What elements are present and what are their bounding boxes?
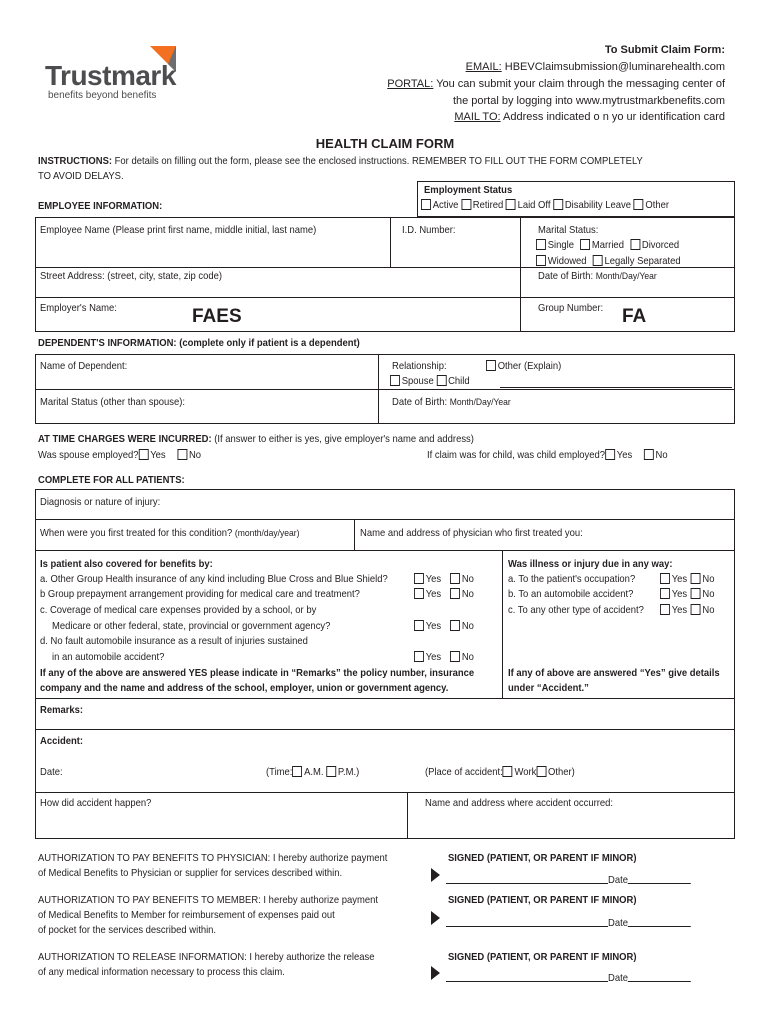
remarks-input[interactable] xyxy=(90,702,730,726)
date-line[interactable] xyxy=(628,926,691,927)
checkbox-illness-c-yes[interactable] xyxy=(660,604,670,615)
checkbox-pm[interactable] xyxy=(326,766,336,777)
email-value[interactable]: HBEVClaimsubmission@luminarehealth.com xyxy=(504,61,725,73)
employee-name-label: Employee Name (Please print first name, middle initial, last name) xyxy=(40,224,317,236)
illness-a-answers: Yes No xyxy=(660,573,715,586)
auth-member-line1: AUTHORIZATION TO PAY BENEFITS TO MEMBER: I hereby authorize payment xyxy=(38,894,378,906)
coverage-d2: in an automobile accident? xyxy=(52,651,165,663)
checkbox-retired[interactable] xyxy=(461,199,471,210)
checkbox-spouse-employed-yes[interactable] xyxy=(139,449,149,460)
checkbox-illness-b-yes[interactable] xyxy=(660,588,670,599)
group-number-label: Group Number: xyxy=(538,302,604,314)
accident-date-label: Date: xyxy=(40,766,63,778)
signature-line[interactable] xyxy=(446,981,608,982)
dependent-name-label: Name of Dependent: xyxy=(40,360,128,372)
checkbox-child-employed-no[interactable] xyxy=(644,449,654,460)
auth-release-signature-row: Date xyxy=(446,972,691,985)
physician-label: Name and address of physician who first treated you: xyxy=(360,527,583,539)
coverage-c-answers: Yes No xyxy=(414,620,474,633)
checkbox-legally-separated[interactable] xyxy=(593,255,603,266)
illness-c: c. To any other type of accident? xyxy=(508,604,644,616)
employee-name-input[interactable] xyxy=(38,238,386,264)
diagnosis-label: Diagnosis or nature of injury: xyxy=(40,496,161,508)
marital-row1: Single Married Divorced xyxy=(536,239,679,252)
remarks-label: Remarks: xyxy=(40,704,84,716)
illness-b-answers: Yes No xyxy=(660,588,715,601)
group-number-value[interactable]: FA xyxy=(622,306,647,327)
signature-line[interactable] xyxy=(446,883,608,884)
employee-section-label: EMPLOYEE INFORMATION: xyxy=(38,200,163,212)
relationship-explain-line[interactable] xyxy=(500,387,732,388)
checkbox-widowed[interactable] xyxy=(536,255,546,266)
all-patients-section-label: COMPLETE FOR ALL PATIENTS: xyxy=(38,474,185,486)
illness-c-answers: Yes No xyxy=(660,604,715,617)
checkbox-divorced[interactable] xyxy=(630,239,640,250)
street-address-label: Street Address: (street, city, state, zip code) xyxy=(40,270,223,282)
relationship-label: Relationship: xyxy=(392,360,447,372)
relationship-options: Spouse Child xyxy=(390,375,470,388)
checkbox-child[interactable] xyxy=(436,375,446,386)
auth-member-line3: of pocket for the services described within. xyxy=(38,924,217,936)
diagnosis-input[interactable] xyxy=(200,494,730,514)
checkbox-illness-a-yes[interactable] xyxy=(660,573,670,584)
relationship-other: Other (Explain) xyxy=(486,360,561,373)
auth-member-signed-label: SIGNED (PATIENT, OR PARENT IF MINOR) xyxy=(448,894,637,906)
coverage-c2: Medicare or other federal, state, provincial or government agency? xyxy=(52,620,331,632)
employer-name-value[interactable]: FAES xyxy=(192,306,242,327)
coverage-heading: Is patient also covered for benefits by: xyxy=(40,558,213,570)
submit-email xyxy=(466,61,725,73)
employment-status-options: Active Retired Laid Off Disability Leave Other xyxy=(421,199,669,212)
checkbox-other-status[interactable] xyxy=(634,199,644,210)
mail-label: MAIL TO: xyxy=(454,111,501,123)
employer-name-label: Employer's Name: xyxy=(40,302,117,314)
how-accident-label: How did accident happen? xyxy=(40,797,152,809)
dependent-marital-label: Marital Status (other than spouse): xyxy=(40,396,185,408)
email-label: EMAIL: xyxy=(465,61,502,73)
coverage-d1: d. No fault automobile insurance as a result of injuries sustained xyxy=(40,635,308,647)
checkbox-coverage-c-yes[interactable] xyxy=(414,620,424,631)
spouse-employed-question: Was spouse employed? Yes No xyxy=(38,449,202,461)
illness-heading: Was illness or injury due in any way: xyxy=(508,558,673,570)
marital-row2: Widowed Legally Separated xyxy=(536,255,681,268)
checkbox-illness-c-no[interactable] xyxy=(691,604,701,615)
form-title: HEALTH CLAIM FORM xyxy=(315,136,455,151)
dependent-section-label: DEPENDENT'S INFORMATION: (complete only if patient is a dependent) xyxy=(38,337,360,349)
checkbox-disability-leave[interactable] xyxy=(553,199,563,210)
checkbox-coverage-d-no[interactable] xyxy=(450,651,460,662)
auth-member-line2: of Medical Benefits to Member for reimbursement of expenses paid out xyxy=(38,909,335,921)
coverage-note2: company and the name and address of the school, employer, union or government agency. xyxy=(40,682,449,694)
auth-physician-line1: AUTHORIZATION TO PAY BENEFITS TO PHYSICIAN: I hereby authorize payment xyxy=(38,852,388,864)
accident-location-label: Name and address where accident occurred: xyxy=(425,797,614,809)
street-address-input[interactable] xyxy=(38,283,516,295)
employee-dob-input[interactable] xyxy=(524,283,732,295)
mail-value: Address indicated o n yo ur identification card xyxy=(503,111,725,123)
checkbox-illness-a-no[interactable] xyxy=(691,573,701,584)
marital-status-label: Marital Status: xyxy=(538,224,599,236)
coverage-b-answers: Yes No xyxy=(414,588,474,601)
coverage-c1: c. Coverage of medical care expenses provided by a school, or by xyxy=(40,604,317,616)
submit-heading: To Submit Claim Form: xyxy=(604,44,725,56)
auth-release-line2: of any medical information necessary to process this claim. xyxy=(38,966,285,978)
id-number-label: I.D. Number: xyxy=(402,224,456,236)
checkbox-coverage-d-yes[interactable] xyxy=(414,651,424,662)
auth-member-signature-row: Date xyxy=(446,917,691,930)
sign-arrow-icon xyxy=(431,868,440,882)
illness-a: a. To the patient's occupation? xyxy=(508,573,636,585)
illness-note2: under “Accident.” xyxy=(508,682,589,694)
checkbox-coverage-b-yes[interactable] xyxy=(414,588,424,599)
checkbox-active[interactable] xyxy=(421,199,431,210)
accident-place: (Place of accident: Work Other) xyxy=(425,766,575,778)
first-treated-label: When were you first treated for this condition? (month/day/year) xyxy=(40,527,300,539)
checkbox-am[interactable] xyxy=(292,766,302,777)
sign-arrow-icon xyxy=(431,911,440,925)
portal-line1: You can submit your claim through the messaging center of xyxy=(436,78,725,90)
auth-physician-signature-row: Date xyxy=(446,874,691,887)
checkbox-coverage-a-yes[interactable] xyxy=(414,573,424,584)
checkbox-spouse-employed-no[interactable] xyxy=(177,449,187,460)
checkbox-coverage-a-no[interactable] xyxy=(450,573,460,584)
employee-dob-label: Date of Birth: Month/Day/Year xyxy=(538,270,657,282)
coverage-note1: If any of the above are answered YES please indicate in “Remarks” the policy number, insurance xyxy=(40,667,475,679)
employment-status-label: Employment Status xyxy=(424,184,513,196)
auth-physician-signed-label: SIGNED (PATIENT, OR PARENT IF MINOR) xyxy=(448,852,637,864)
date-line[interactable] xyxy=(628,883,691,884)
auth-release-signed-label: SIGNED (PATIENT, OR PARENT IF MINOR) xyxy=(448,951,637,963)
checkbox-single[interactable] xyxy=(536,239,546,250)
accident-time: (Time: A.M. P.M.) xyxy=(266,766,360,778)
coverage-b: b Group prepayment arrangement providing for medical care and treatment? xyxy=(40,588,360,600)
checkbox-child-employed-yes[interactable] xyxy=(605,449,615,460)
child-employed-question: If claim was for child, was child employed? Yes No xyxy=(427,449,668,461)
checkbox-relationship-other[interactable] xyxy=(486,360,496,371)
accident-label: Accident: xyxy=(40,735,84,747)
id-number-input[interactable] xyxy=(395,238,515,264)
dependent-name-input[interactable] xyxy=(38,373,374,387)
checkbox-spouse[interactable] xyxy=(390,375,400,386)
coverage-d-answers: Yes No xyxy=(414,651,474,664)
instructions-line1: INSTRUCTIONS: For details on filling out the form, please see the enclosed instructions. REMEMBER TO FILL OUT THE FORM COMPLETELY xyxy=(38,155,643,167)
instructions-line2: TO AVOID DELAYS. xyxy=(38,170,124,182)
auth-release-line1: AUTHORIZATION TO RELEASE INFORMATION: I hereby authorize the release xyxy=(38,951,375,963)
checkbox-laid-off[interactable] xyxy=(506,199,516,210)
date-line[interactable] xyxy=(628,981,691,982)
checkbox-married[interactable] xyxy=(580,239,590,250)
checkbox-place-other[interactable] xyxy=(536,766,546,777)
sign-arrow-icon xyxy=(431,966,440,980)
checkbox-coverage-c-no[interactable] xyxy=(450,620,460,631)
checkbox-illness-b-no[interactable] xyxy=(691,588,701,599)
illness-note1: If any of above are answered “Yes” give details xyxy=(508,667,720,679)
all-patients-box xyxy=(35,489,735,839)
portal-line2: the portal by logging into www.mytrustmarkbenefits.com xyxy=(452,95,725,107)
dependent-dob-label: Date of Birth: Month/Day/Year xyxy=(392,396,511,408)
auth-physician-line2: of Medical Benefits to Physician or supplier for services described within. xyxy=(38,867,343,879)
submit-portal xyxy=(387,78,725,90)
coverage-a-answers: Yes No xyxy=(414,573,474,586)
how-accident-input[interactable] xyxy=(38,810,404,836)
logo-tagline: benefits beyond benefits xyxy=(48,90,157,101)
portal-label: PORTAL: xyxy=(387,78,434,90)
illness-b: b. To an automobile accident? xyxy=(508,588,634,600)
charges-heading: AT TIME CHARGES WERE INCURRED: (If answer to either is yes, give employer's name and address) xyxy=(38,433,474,445)
signature-line[interactable] xyxy=(446,926,608,927)
checkbox-coverage-b-no[interactable] xyxy=(450,588,460,599)
submit-mail xyxy=(454,111,725,123)
accident-location-input[interactable] xyxy=(411,810,731,836)
checkbox-place-work[interactable] xyxy=(503,766,513,777)
coverage-a: a. Other Group Health insurance of any kind including Blue Cross and Blue Shield? xyxy=(40,573,388,585)
logo-brand: Trustmark xyxy=(45,60,176,91)
